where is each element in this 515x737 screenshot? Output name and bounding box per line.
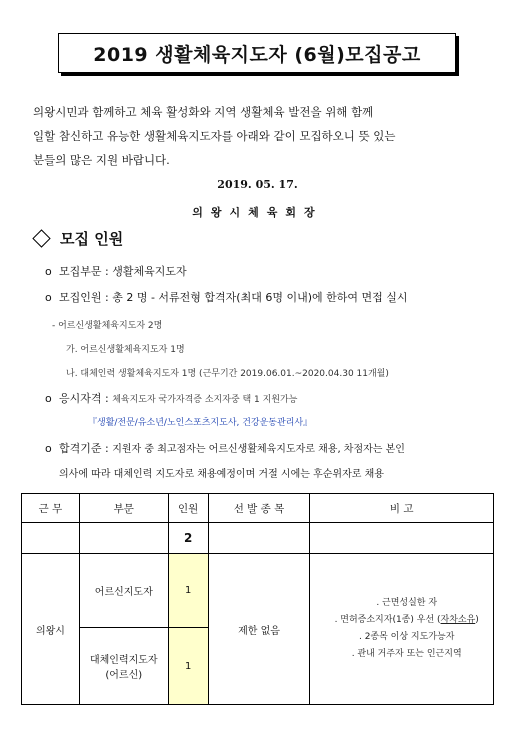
criteria-label: 합격기준 : xyxy=(59,442,113,455)
empty-cell xyxy=(208,523,310,554)
header-location: 근 무 xyxy=(22,494,80,523)
criteria-line-2: 의사에 따라 대체인력 지도자로 채용예정이며 거절 시에는 후순위자로 채용 xyxy=(59,469,384,480)
note-2-text: . 면허증소지자(1종) 우선 ( xyxy=(334,615,441,625)
qualification-label: 응시자격 : xyxy=(59,392,113,405)
note-3: . 2종목 이상 지도가능자 xyxy=(358,632,455,642)
page-title: 2019 생활체육지도자 (6월)모집공고 xyxy=(93,43,421,66)
department-sub: (어르신) xyxy=(105,670,143,681)
intro-line-3: 분들의 많은 지원 바랍니다. xyxy=(33,153,170,167)
organization-name: 의왕시체육회장 xyxy=(192,206,323,219)
event-cell: 제한 없음 xyxy=(208,554,310,705)
field-value: 생활체육지도자 xyxy=(112,265,187,278)
note-2 xyxy=(320,612,493,629)
note-2-close: ) xyxy=(475,615,479,625)
count-cell: 1 xyxy=(168,554,208,628)
department-name: 대체인력지도자 xyxy=(89,655,158,666)
note-2-underlined: 자차소유 xyxy=(440,615,476,625)
count-label: 모집인원 : xyxy=(59,291,113,304)
header-notes: 비 고 xyxy=(310,494,494,523)
note-4: . 관내 거주자 또는 인근지역 xyxy=(351,649,462,659)
notes-cell xyxy=(310,554,494,705)
bullet-icon: o xyxy=(45,265,52,278)
header-department: 부문 xyxy=(79,494,168,523)
title-box xyxy=(58,33,456,73)
table-header-row xyxy=(22,494,494,523)
empty-cell xyxy=(310,523,494,554)
count-line xyxy=(45,289,408,305)
diamond-icon xyxy=(32,229,50,247)
announcement-date: 2019. 05. 17. xyxy=(217,178,298,191)
location-cell: 의왕시 xyxy=(22,554,80,705)
sub-line-2: 가. 어르신생활체육지도자 1명 xyxy=(66,345,185,355)
criteria-line xyxy=(45,440,405,456)
count-value: 총 2 명 - 서류전형 합격자(최대 6명 이내)에 한하여 면접 실시 xyxy=(112,291,408,304)
table-total-row xyxy=(22,523,494,554)
sub-line-1: - 어르신생활체육지도자 2명 xyxy=(52,321,163,331)
note-1: . 근면성실한 자 xyxy=(376,598,438,608)
field-line xyxy=(45,263,187,279)
section-heading-text: 모집 인원 xyxy=(60,230,124,248)
section-heading xyxy=(33,228,123,249)
recruitment-table xyxy=(21,493,494,705)
bullet-icon: o xyxy=(45,291,52,304)
header-event: 선 발 종 목 xyxy=(208,494,310,523)
qualification-value: 체육지도자 국가자격증 소지자중 택 1 지원가능 xyxy=(112,395,298,405)
bullet-icon: o xyxy=(45,392,52,405)
empty-cell xyxy=(22,523,80,554)
bullet-icon: o xyxy=(45,442,52,455)
sub-line-3: 나. 대체인력 생활체육지도자 1명 (근무기간 2019.06.01.~2020.04.30 11개월) xyxy=(66,369,389,379)
count-cell: 1 xyxy=(168,628,208,705)
field-label: 모집부문 : xyxy=(59,265,113,278)
intro-line-2: 일할 참신하고 유능한 생활체육지도자를 아래와 같이 모집하오니 뜻 있는 xyxy=(33,129,396,143)
header-count: 인원 xyxy=(168,494,208,523)
criteria-value: 지원자 중 최고점자는 어르신생활체육지도자로 채용, 차점자는 본인 xyxy=(112,444,405,455)
empty-cell xyxy=(79,523,168,554)
intro-line-1: 의왕시민과 함께하고 체육 활성화와 지역 생활체육 발전을 위해 함께 xyxy=(33,105,374,119)
department-cell xyxy=(79,628,168,705)
qualification-list: 『생활/전문/유소년/노인스포츠지도사, 건강운동관리사』 xyxy=(88,418,313,428)
department-cell: 어르신지도자 xyxy=(79,554,168,628)
table-row xyxy=(22,554,494,628)
intro-text xyxy=(33,100,493,172)
qualification-line xyxy=(45,390,297,406)
total-count: 2 xyxy=(168,523,208,554)
